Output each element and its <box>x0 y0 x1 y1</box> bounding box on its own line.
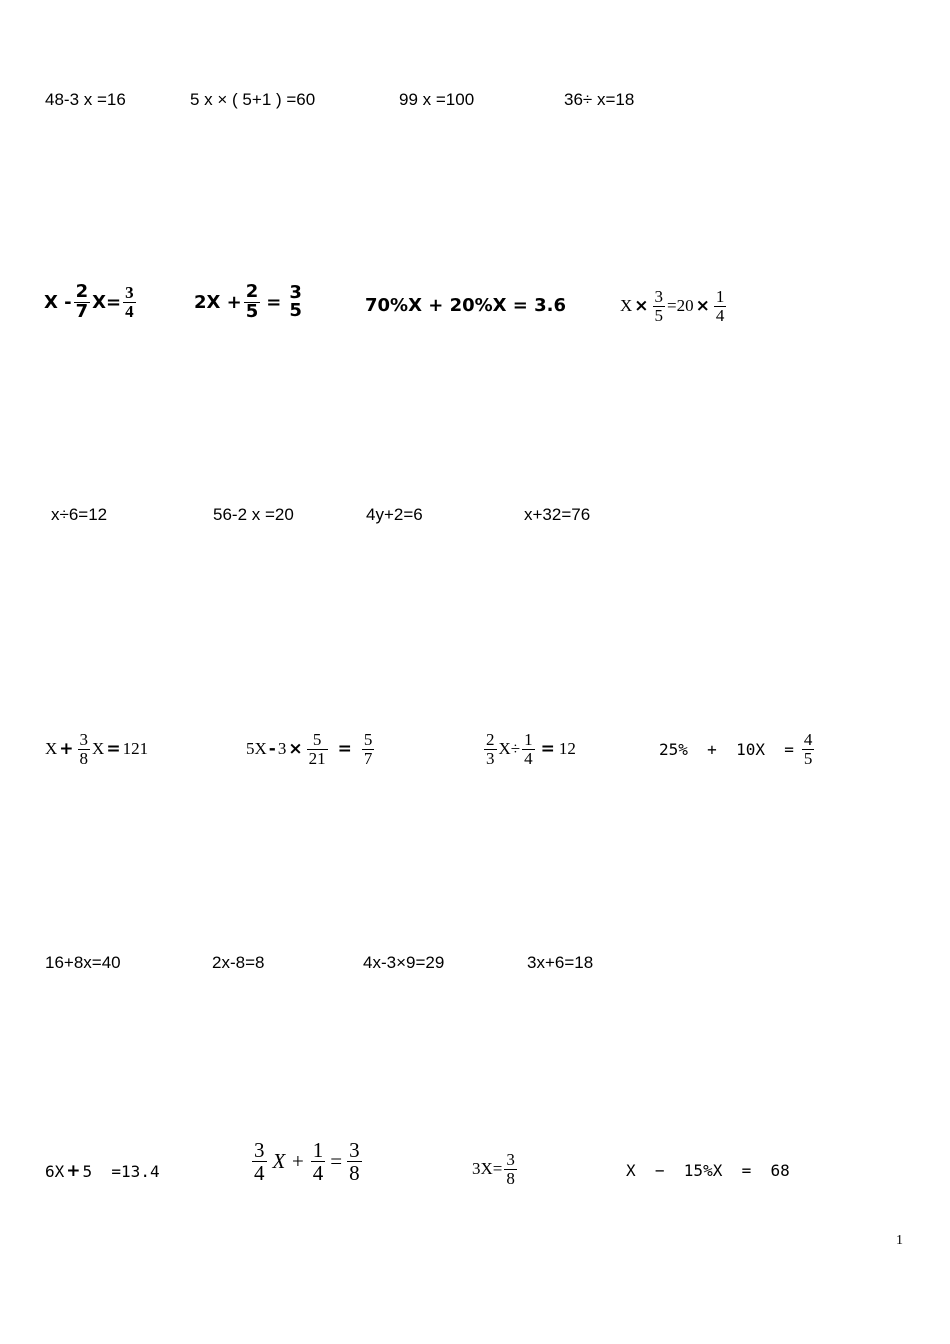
numerator: 3 <box>254 1138 265 1162</box>
equation-6-4: X − 15%X = 68 <box>626 1161 790 1180</box>
times-operator: × <box>634 296 649 317</box>
fraction <box>362 731 375 768</box>
equals-operator: = <box>337 739 352 760</box>
equation-1-4: 36÷ x=18 <box>564 90 635 109</box>
equation-1-3: 99 x =100 <box>399 90 475 109</box>
term: X <box>620 296 633 316</box>
numerator: 1 <box>312 1138 324 1162</box>
equation-4-2 <box>246 731 376 768</box>
fraction <box>347 1139 362 1184</box>
term: X - <box>44 291 72 313</box>
denominator: 8 <box>349 1161 360 1186</box>
numerator: 3 <box>506 1150 515 1169</box>
equation-5-1: 16+8x=40 <box>45 953 121 972</box>
equation-1-2: 5 x × ( 5+1 ) =60 <box>190 90 316 109</box>
denominator: 5 <box>245 300 259 322</box>
term: 5 =13.4 <box>82 1161 160 1181</box>
denominator: 5 <box>654 305 664 325</box>
numerator: 3 <box>654 287 664 306</box>
fraction <box>287 281 304 322</box>
equation-3-1: x÷6=12 <box>51 505 108 524</box>
denominator: 7 <box>363 748 373 768</box>
denominator: 8 <box>79 748 89 768</box>
times-operator: × <box>695 296 710 317</box>
equation-4-3 <box>482 731 576 768</box>
equation-2-3: 70%X + 20%X = 3.6 <box>365 295 567 316</box>
equation-6-3 <box>472 1151 519 1188</box>
denominator: 4 <box>125 301 134 321</box>
fraction <box>504 1151 517 1188</box>
numerator: 5 <box>312 730 322 749</box>
fraction <box>802 731 815 768</box>
equation-1-1: 48-3 x =16 <box>45 90 126 109</box>
fraction <box>714 288 727 325</box>
equation-5-4: 3x+6=18 <box>527 953 594 972</box>
denominator: 4 <box>715 305 725 325</box>
numerator: 2 <box>486 730 495 749</box>
equation-5-2: 2x-8=8 <box>212 953 265 972</box>
term: 3 <box>277 739 287 759</box>
denominator: 4 <box>254 1161 265 1186</box>
denominator: 5 <box>289 300 302 322</box>
plus-operator: + <box>59 739 74 760</box>
equation-6-2 <box>250 1139 364 1184</box>
term: = <box>266 291 282 313</box>
fraction <box>522 731 535 768</box>
times-operator: × <box>288 739 303 760</box>
term: 3X= <box>472 1159 503 1179</box>
term: X <box>92 739 105 759</box>
plus-operator: + <box>66 1161 81 1181</box>
fraction <box>307 731 328 768</box>
numerator: 4 <box>803 730 813 749</box>
numerator: 3 <box>79 730 89 749</box>
equation-2-2 <box>194 283 306 322</box>
equation-4-1 <box>45 731 148 768</box>
denominator: 5 <box>803 748 813 768</box>
fraction <box>311 1139 326 1184</box>
term: = <box>330 1149 343 1174</box>
equation-5-3: 4x-3×9=29 <box>363 953 445 972</box>
term: =20 <box>667 296 694 316</box>
equation-4-4 <box>659 731 816 768</box>
denominator: 3 <box>486 748 495 768</box>
numerator: 2 <box>245 281 259 302</box>
denominator: 8 <box>506 1168 515 1188</box>
numerator: 5 <box>363 730 373 749</box>
numerator: 3 <box>125 283 134 303</box>
term: X + <box>272 1149 305 1174</box>
term: 5X <box>246 739 267 759</box>
term: 12 <box>558 739 576 759</box>
fraction <box>244 283 261 322</box>
numerator: 1 <box>715 287 725 306</box>
equals-operator: = <box>106 739 121 760</box>
term: 121 <box>122 739 149 759</box>
fraction <box>78 731 91 768</box>
denominator: 7 <box>75 300 89 322</box>
denominator: 4 <box>312 1161 324 1186</box>
fraction <box>252 1139 267 1184</box>
fraction <box>653 288 666 325</box>
denominator: 21 <box>308 748 326 768</box>
numerator: 3 <box>349 1138 360 1162</box>
page-number: 1 <box>896 1233 903 1248</box>
equation-3-3: 4y+2=6 <box>366 505 423 524</box>
equation-2-4 <box>620 288 728 325</box>
fraction <box>74 283 91 322</box>
term: X= <box>92 291 122 313</box>
term: 2X + <box>194 291 242 313</box>
term: X÷ <box>498 739 521 759</box>
equals-operator: = <box>540 739 555 760</box>
fraction <box>484 731 497 768</box>
term: 25% + 10X = <box>659 739 794 759</box>
minus-operator: - <box>268 739 276 760</box>
numerator: 1 <box>524 730 533 749</box>
equation-3-4: x+32=76 <box>524 505 591 524</box>
equation-3-2: 56-2 x =20 <box>213 505 294 524</box>
term: 6X <box>45 1161 65 1181</box>
equation-6-1 <box>45 1161 160 1181</box>
denominator: 4 <box>524 748 533 768</box>
equation-2-1 <box>44 283 138 322</box>
fraction <box>123 284 136 321</box>
numerator: 2 <box>75 281 89 302</box>
numerator: 3 <box>289 281 302 303</box>
term: X <box>45 739 58 759</box>
